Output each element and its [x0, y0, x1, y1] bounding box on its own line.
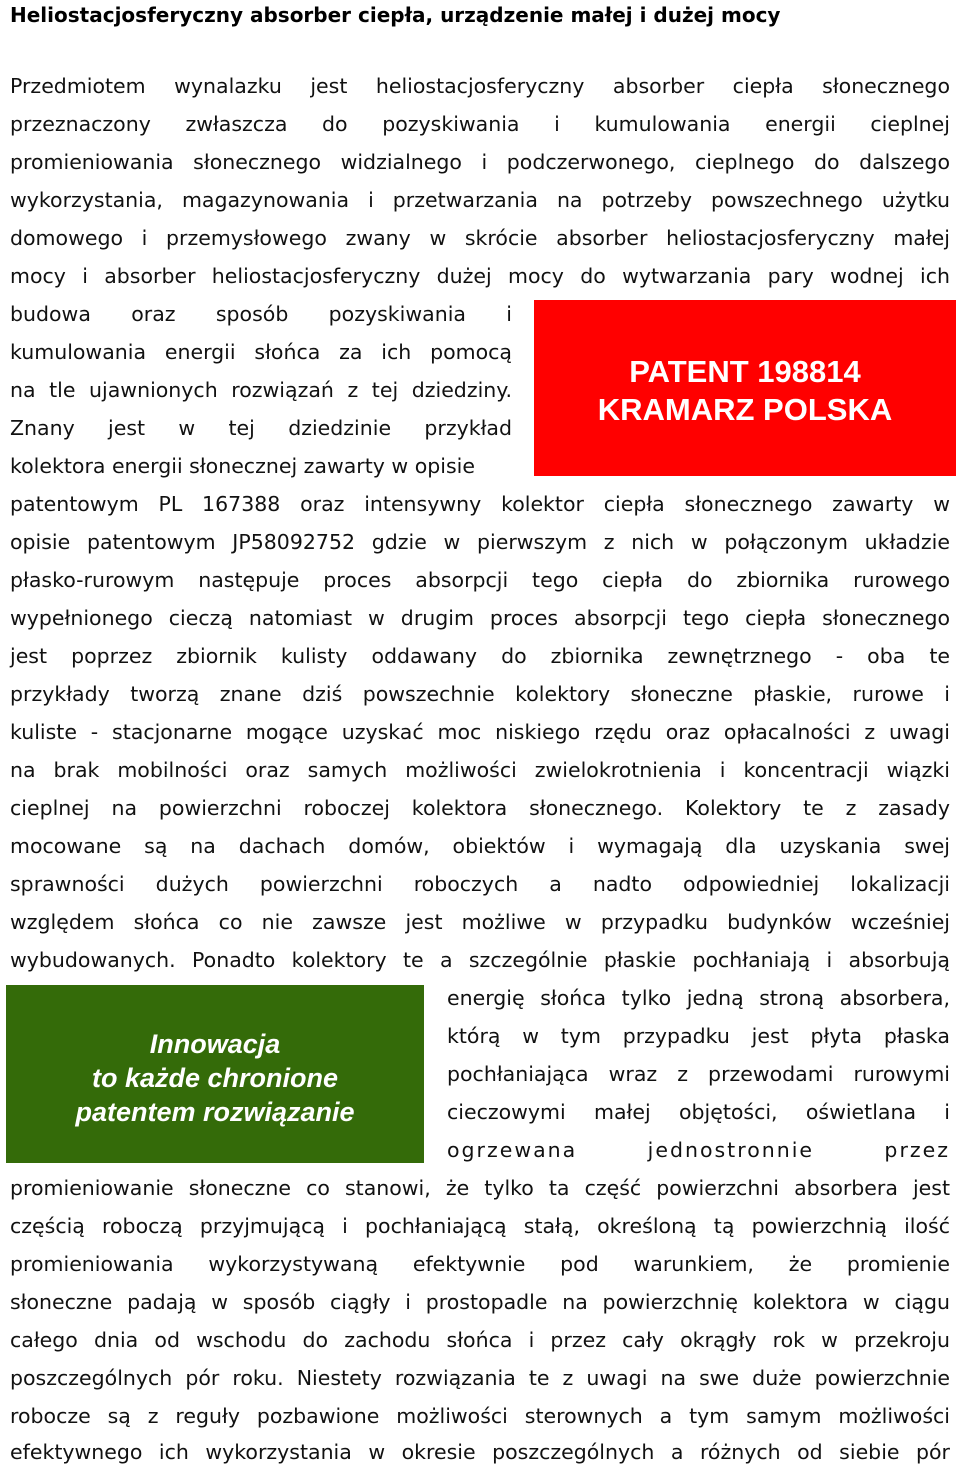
paragraph-line: wypełnionego cieczą natomiast w drugim proces absorpcji tego ciepła słonecznego: [10, 606, 950, 630]
paragraph-line: przykłady tworzą znane dziś powszechnie kolektory słoneczne płaskie, rurowe i: [10, 682, 950, 706]
patent-banner: [534, 300, 956, 476]
paragraph-line: ogrzewana jednostronnie przez: [447, 1138, 950, 1162]
paragraph-line: promieniowanie słoneczne co stanowi, że tylko ta część powierzchni absorbera jest: [10, 1176, 950, 1200]
paragraph-line: przeznaczony zwłaszcza do pozyskiwania i kumulowania energii cieplnej: [10, 112, 950, 136]
paragraph-line: promieniowania wykorzystywaną efektywnie pod warunkiem, że promienie: [10, 1252, 950, 1276]
innovation-line-3: patentem rozwiązanie: [75, 1097, 355, 1127]
paragraph-line: względem słońca co nie zawsze jest możliwe w przypadku budynków wcześniej: [10, 910, 950, 934]
paragraph-line: całego dnia od wschodu do zachodu słońca i przez cały okrągły rok w przekroju: [10, 1328, 950, 1352]
paragraph-line: patentowym PL 167388 oraz intensywny kolektor ciepła słonecznego zawarty w: [10, 492, 950, 516]
paragraph-line: jest poprzez zbiornik kulisty oddawany do zbiornika zewnętrznego - oba te: [10, 644, 950, 668]
paragraph-line: promieniowania słonecznego widzialnego i podczerwonego, cieplnego do dalszego: [10, 150, 950, 174]
paragraph-line: którą w tym przypadku jest płyta płaska: [447, 1024, 950, 1048]
document-title: Heliostacjosferyczny absorber ciepła, urządzenie małej i dużej mocy: [10, 3, 781, 27]
paragraph-line: kolektora energii słonecznej zawarty w opisie: [10, 454, 475, 478]
innovation-banner: [6, 985, 424, 1163]
paragraph-line: domowego i przemysłowego zwany w skrócie absorber heliostacjosferyczny małej: [10, 226, 950, 250]
paragraph-line: płasko-rurowym następuje proces absorpcji tego ciepła do zbiornika rurowego: [10, 568, 950, 592]
paragraph-line: mocowane są na dachach domów, obiektów i wymagają dla uzyskania swej: [10, 834, 950, 858]
innovation-line-2: to każde chronione: [91, 1063, 339, 1093]
patent-owner: KRAMARZ POLSKA: [597, 392, 893, 427]
paragraph-line: budowa oraz sposób pozyskiwania i: [10, 302, 512, 326]
paragraph-line: cieplnej na powierzchni roboczej kolektora słonecznego. Kolektory te z zasady: [10, 796, 950, 820]
paragraph-line: sprawności dużych powierzchni roboczych a nadto odpowiedniej lokalizacji: [10, 872, 950, 896]
paragraph-line: Przedmiotem wynalazku jest heliostacjosferyczny absorber ciepła słonecznego: [10, 74, 950, 98]
paragraph-line: Znany jest w tej dziedzinie przykład: [10, 416, 512, 440]
paragraph-line: częścią roboczą przyjmującą i pochłaniającą stałą, określoną tą powierzchnią ilość: [10, 1214, 950, 1238]
paragraph-line: słoneczne padają w sposób ciągły i prostopadle na powierzchnię kolektora w ciągu: [10, 1290, 950, 1314]
paragraph-line: pochłaniająca wraz z przewodami rurowymi: [447, 1062, 950, 1086]
paragraph-line: wykorzystania, magazynowania i przetwarzania na potrzeby powszechnego użytku: [10, 188, 950, 212]
paragraph-line: kuliste - stacjonarne mogące uzyskać moc niskiego rzędu oraz opłacalności z uwagi: [10, 720, 950, 744]
paragraph-line: opisie patentowym JP58092752 gdzie w pierwszym z nich w połączonym układzie: [10, 530, 950, 554]
paragraph-line: poszczególnych pór roku. Niestety rozwiązania te z uwagi na swe duże powierzchnie: [10, 1366, 950, 1390]
paragraph-line: robocze są z reguły pozbawione możliwości sterownych a tym samym możliwości: [10, 1404, 950, 1428]
paragraph-line: kumulowania energii słońca za ich pomocą: [10, 340, 512, 364]
paragraph-line: na brak mobilności oraz samych możliwości zwielokrotnienia i koncentracji wiązki: [10, 758, 950, 782]
paragraph-line: wybudowanych. Ponadto kolektory te a szczególnie płaskie pochłaniają i absorbują: [10, 948, 950, 972]
patent-number: PATENT 198814: [629, 354, 861, 389]
paragraph-line: mocy i absorber heliostacjosferyczny dużej mocy do wytwarzania pary wodnej ich: [10, 264, 950, 288]
paragraph-line: na tle ujawnionych rozwiązań z tej dziedziny.: [10, 378, 512, 402]
paragraph-line: cieczowymi małej objętości, oświetlana i: [447, 1100, 950, 1124]
paragraph-line: energię słońca tylko jedną stroną absorbera,: [447, 986, 950, 1010]
innovation-line-1: Innowacja: [149, 1029, 281, 1059]
paragraph-line: efektywnego ich wykorzystania w okresie poszczególnych a różnych od siebie pór: [10, 1440, 950, 1464]
